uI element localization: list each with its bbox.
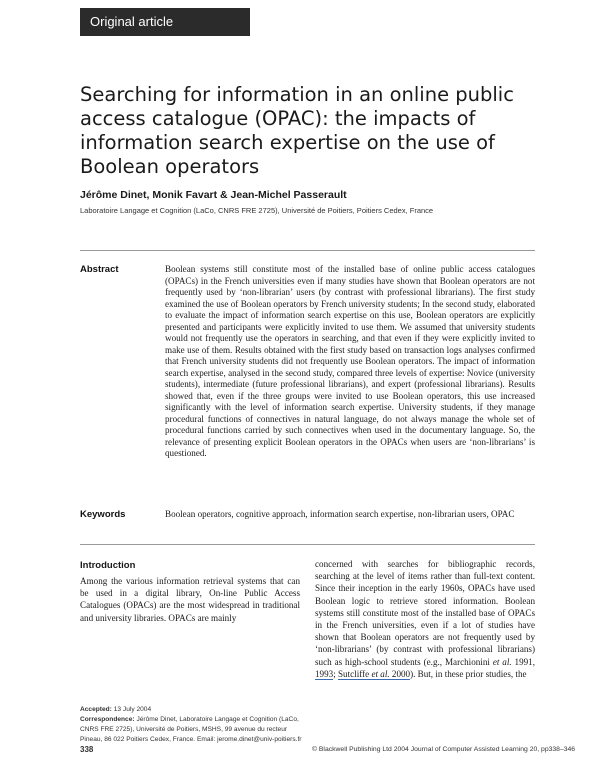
copyright-line: © Blackwell Publishing Ltd 2004 Journal of Computer Assisted Learning 20, pp338–346 [312,746,576,753]
body-text: 1991, [511,656,536,667]
correspondence [80,715,305,745]
page-number: 338 [80,745,94,754]
citation-link[interactable] [338,669,410,680]
citation-link[interactable]: 1993 [315,668,334,679]
abstract-label: Abstract [80,264,119,275]
citation-text: Sutcliffe [338,668,372,679]
note-value: 13 July 2004 [113,706,152,713]
body-text: concerned with searches for bibliographic records, searching at the level of items rather than full-text content. Since their inception in the early 1960s, OPACs have used Boolean logic to retrieve stored information. Boolean systems still constitute most of the installed base of OPACs in the French universities, even if a lot of studies have shown that Boolean operators are not frequently used by ‘non-librarians’ (by contrast with professional librarians) such as high-school students (e.g., Marchionini [315,559,535,667]
keywords-text: Boolean operators, cognitive approach, information search expertise, non-librarian users, OPAC [165,509,515,519]
body-text: ; [333,668,338,679]
body-text-column-1: Among the various information retrieval systems that can be used in a digital library, On-line Public Access Catalogues (OPACs) are the most widespread in traditional and university libraries. OPACs are mainly [80,576,300,623]
note-label: Accepted: [80,706,112,713]
body-text: ). But, in these prior studies, the [410,668,527,679]
citation-text: 2000 [389,668,411,679]
article-type-tag: Original article [80,8,250,36]
keywords-label: Keywords [80,509,126,520]
section-heading-introduction: Introduction [80,560,136,571]
citation-text: et al. [371,668,390,679]
affiliation: Laboratoire Langage et Cognition (LaCo, CNRS FRE 2725), Université de Poitiers, Poitiers Cedex, France [80,206,434,215]
divider [80,250,535,251]
email-address: jerome.dinet@univ-poitiers.fr [217,736,302,743]
abstract-text: Boolean systems still constitute most of the installed base of online public access catalogues (OPACs) in the French universities even if many studies have shown that Boolean operators are not frequently used by ‘non-librarian’ users (by contrast with professional librarians). The first study examined the use of Boolean operators by French university students; In the second study, elaborated to evaluate the impact of information search expertise on this use, Boolean operators are explicitly presented and participants were explicitly invited to use them. We assumed that university students would not frequently use the operators in searching, and that even if they were explicitly invited to make use of them. Results obtained with the first study based on transaction logs analyses confirmed that French university students did not frequently use Boolean operators. The impact of information search expertise, analysed in the second study, compared three levels of expertise: Novice (university students), intermediate (future professional librarians), and expert (professional librarians). Results showed that, even if the three groups were invited to use Boolean operators, this use increased significantly with the level of information search expertise. University students, if they manage procedural functions of connectives in natural language, do not always manage the whole set of procedural functions carried by such connectives when used in the documentary language. So, the relevance of presenting explicit Boolean operators in the OPACs when users are ‘non-librarians’ is questioned. [165,264,535,458]
note-label: Correspondence: [80,716,135,723]
article-notes [80,705,305,745]
accepted-date [80,705,305,715]
body-text: et al. [492,656,512,667]
body-text-column-2 [315,558,535,680]
divider [80,544,535,545]
note-value: Jérôme Dinet, Laboratoire Langage et Cognition (LaCo, CNRS FRE 2725), Université de Poitiers, MSHS, 99 avenue du recteur Pineau, 86 022 Poitiers Cedex, France. [80,716,299,743]
author-list: Jérôme Dinet, Monik Favart & Jean-Michel Passerault [80,189,347,201]
note-label: Email: [196,736,216,743]
article-title: Searching for information in an online public access catalogue (OPAC): the impacts of information search expertise on the use of Boolean operators [80,83,514,178]
